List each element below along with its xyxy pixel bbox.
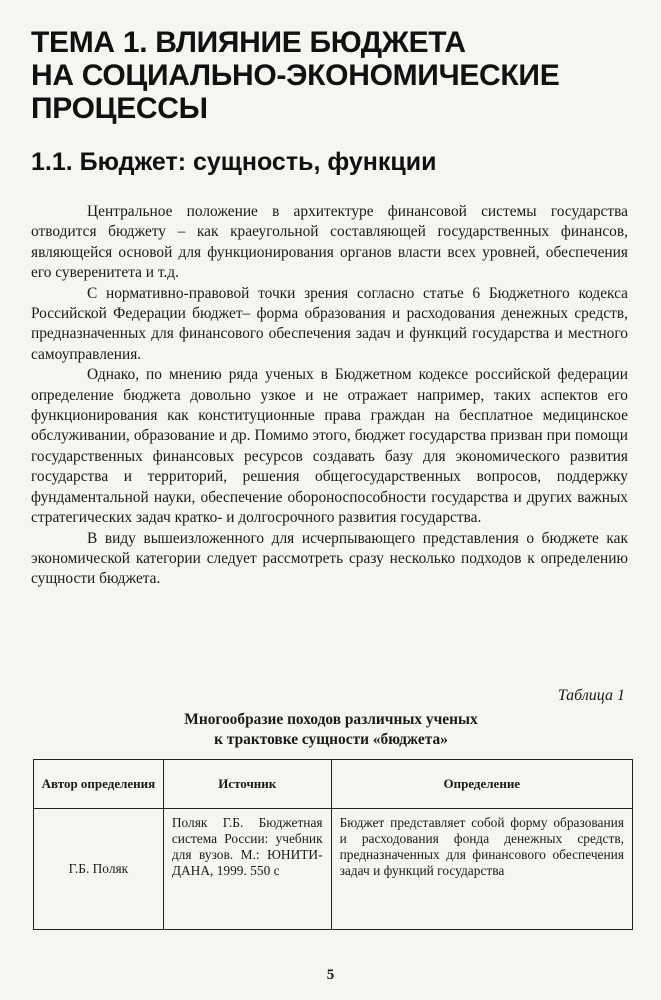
table-header-row <box>34 760 633 809</box>
section-title: 1.1. Бюджет: сущность, функции <box>31 148 437 176</box>
table-label: Таблица 1 <box>557 687 625 704</box>
paragraph: В виду вышеизложенного для исчерпывающего представления о бюджете как экономической категории следует рассмотреть сразу несколько подходов к определению сущности бюджета. <box>31 529 628 588</box>
header-source: Источник <box>163 760 331 809</box>
definitions-table <box>33 759 633 930</box>
header-author: Автор определения <box>34 760 164 809</box>
chapter-title-line-1: ТЕМА 1. ВЛИЯНИЕ БЮДЖЕТА <box>31 26 466 59</box>
cell-author: Г.Б. Поляк <box>34 809 164 930</box>
paragraph: Центральное положение в архитектуре финансовой системы государства отводится бюджету – как краеугольной составляющей государственных финансов, являющейся основой для функционирования органов власти всех уровней, обеспечения его суверенитета и т.д. <box>31 203 628 282</box>
header-definition: Определение <box>331 760 632 809</box>
chapter-title-line-3: ПРОЦЕССЫ <box>31 92 208 125</box>
cell-source: Поляк Г.Б. Бюджетная система России: учебник для вузов. М.: ЮНИТИ-ДАНА, 1999. 550 с <box>163 809 331 930</box>
body-text <box>31 202 628 590</box>
chapter-title <box>31 26 631 125</box>
paragraph: С нормативно-правовой точки зрения согласно статье 6 Бюджетного кодекса Российской Федерации бюджет– форма образования и расходования денежных средств, предназначенных для финансового обеспечения задач и функций государства и местного самоуправления. <box>31 284 628 363</box>
table-caption-line-1: Многообразие походов различных ученых <box>184 711 478 728</box>
cell-definition: Бюджет представляет собой форму образования и расходования фонда денежных средств, предназначенных для финансового обеспечения задач и функций государства <box>331 809 632 930</box>
table-caption-line-2: к трактовке сущности «бюджета» <box>214 731 448 748</box>
paragraph: Однако, по мнению ряда ученых в Бюджетном кодексе российской федерации определение бюджета довольно узкое и не отражает например, таких аспектов его функционирования как конституционные права граждан на бесплатное медицинское обслуживании, образование и др. Помимо этого, бюджет государства призван при помощи государственных финансовых ресурсов создавать базу для экономического развития государства и территорий, решения общегосударственных вопросов, поддержку фундаментальной науки, обеспечение обороноспособности государства и других важных стратегических задач кратко- и долгосрочного развития государства. <box>31 366 628 527</box>
page-number: 5 <box>326 967 335 983</box>
table-row <box>34 809 633 930</box>
table-caption <box>31 710 631 750</box>
chapter-title-line-2: НА СОЦИАЛЬНО-ЭКОНОМИЧЕСКИЕ <box>31 59 560 92</box>
